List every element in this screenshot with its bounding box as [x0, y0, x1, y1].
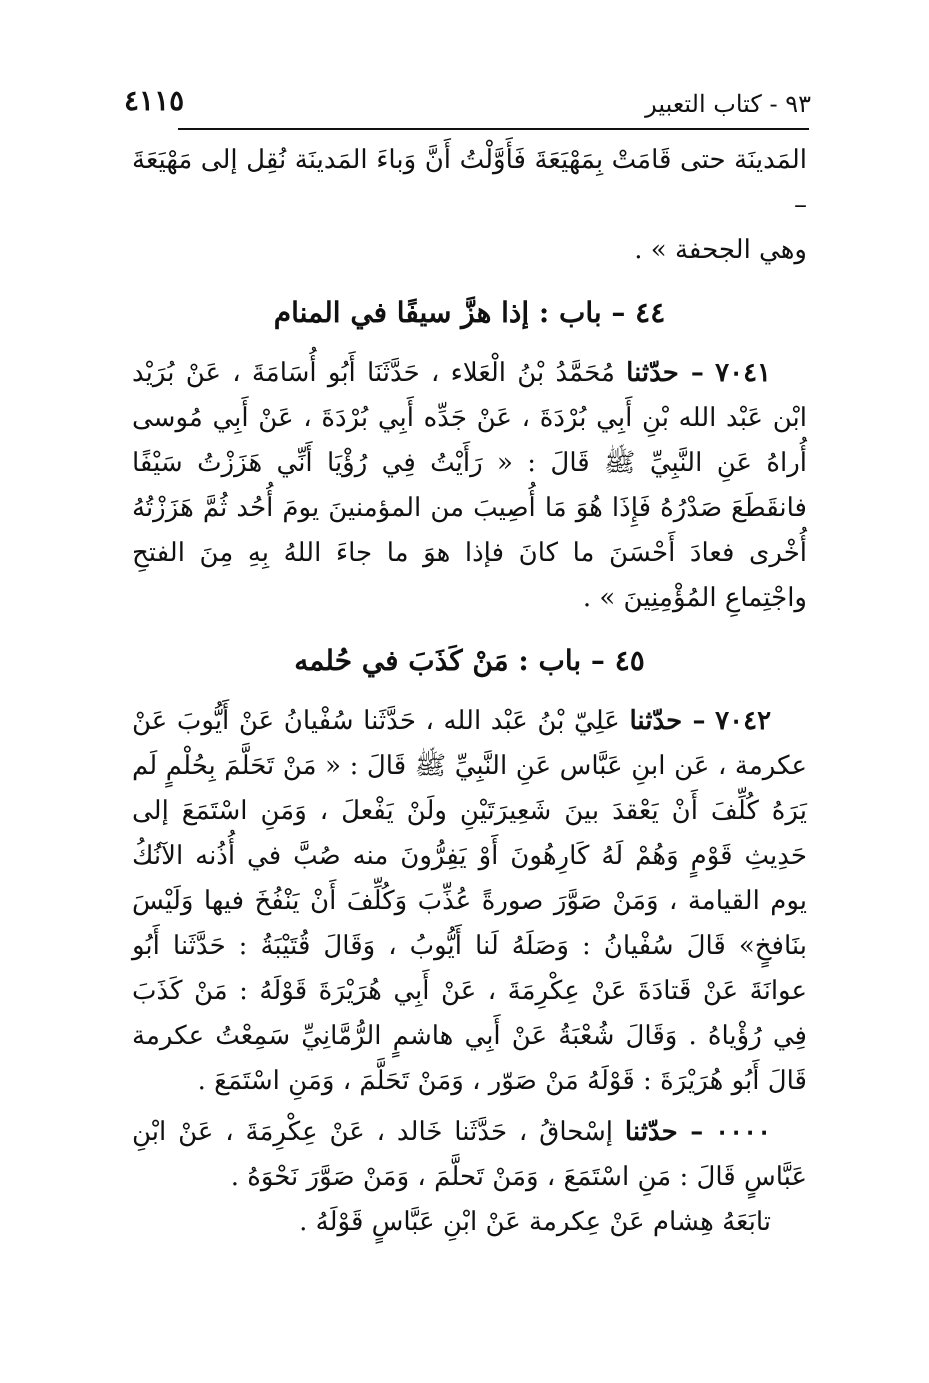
page-number: ٤١١٥ [124, 84, 185, 117]
running-header [120, 84, 811, 124]
hadith-lead: – حدّثنا [626, 358, 704, 388]
follow-up-note: تابَعَهُ هِشام عَنْ عِكرمة عَنْ ابْنِ عَبَّاسٍ قَوْلَهُ . [299, 1207, 771, 1237]
section-45-heading: ٤٥ – باب : مَنْ كَذَبَ في حُلمه [294, 644, 645, 677]
hadith-text: عَلِيّ بْنُ عَبْد الله ، حَدَّثَنا سُفْيانُ عَنْ أَيُّوبَ عَنْ عكرمة ، عَن ابنِ عَبَّاس عَنِ النَّبِيِّ ﷺ قَالَ : « مَنْ تَحَلَّمَ بِحُلْمٍ لَم يَرَهُ كُلِّفَ أَنْ يَعْقدَ بينَ شَعِيرَتَيْنِ ولَنْ يَفْعلَ ، وَمَنِ اسْتَمَعَ إلى حَدِيثِ قَوْمٍ وَهُمْ لَهُ كَارِهُونَ أَوْ يَفِرُّونَ منه صُبَّ في أُذُنه الآنُكُ يوم القيامة ، وَمَنْ صَوَّرَ صورةً عُذِّبَ وَكُلِّفَ أَنْ يَنْفُخَ فيها وَلَيْسَ بنَافخٍ» قَالَ سُفْيانُ : وَصَلَهُ لَنا أَيُّوبُ ، وَقَالَ قُتَيْبَةُ : حَدَّثَنا أَبُو عوانَةَ عَنْ قَتادَةَ عَنْ عِكْرِمَةَ ، عَنْ أَبِي هُرَيْرَةَ قَوْلَهُ : مَنْ كَذَبَ فِي رُؤْياهُ . وَقَالَ شُعْبَةُ عَنْ أَبِي هاشمٍ الرُّمَّانِيِّ سَمِعْتُ عكرمة قَالَ أَبُو هُرَيْرَةَ : قَوْلَهُ مَنْ صَوّر ، وَمَنْ تَحَلَّمَ ، وَمَنِ اسْتَمَعَ . [132, 706, 807, 1096]
hadith-0000 [132, 1110, 807, 1200]
continuation-line-1: المَدينَة حتى قَامَتْ بِمَهْيَعَةَ فَأَوَّلْتُ أَنَّ وَباءَ المَدينَة نُقِل إلى مَهْيَعَةَ – [132, 145, 807, 220]
hadith-lead: – حدّثنا [624, 1117, 704, 1147]
hadith-text: مُحَمَّدُ بْنُ الْعَلاء ، حَدَّثَنَا أَبُو أُسَامَةَ ، عَنْ بُرَيْد ابْن عَبْد الله بْنِ أَبِي بُرْدَةَ ، عَنْ جَدِّه أَبِي بُرْدَةَ ، عَنْ أَبِي مُوسى أُراهُ عَنِ النَّبِيِّ ﷺ قَالَ : « رَأَيْتُ فِي رُؤْيَا أَنِّي هَزَزْتُ سَيْفًا فانقَطَعَ صَدْرُهُ فَإِذَا هُوَ مَا أُصِيبَ من المؤمنينَ يومَ أُحُد ثُمَّ هَزَزْتُهُ أُخْرى فعادَ أَحْسَنَ ما كانَ فإذا هوَ ما جاءَ اللهُ بِهِ مِنَ الفتحِ واجْتِماعِ المُؤْمِنِينَ » . [132, 358, 807, 613]
hadith-number: ٧٠٤١ [715, 358, 771, 388]
section-44-heading: ٤٤ – باب : إذا هزَّ سيفًا في المنام [273, 296, 666, 329]
continuation-line-2: وهي الجحفة » . [634, 235, 807, 265]
hadith-7041 [132, 351, 807, 621]
hadith-number: ٧٠٤٢ [715, 706, 772, 736]
header-rule [178, 128, 809, 130]
hadith-text: إسْحاقُ ، حَدَّثَنا خَالد ، عَنْ عِكْرِمَةَ ، عَنْ ابْنِ عَبَّاسٍ قَالَ : مَنِ اسْتَمَعَ ، وَمَنْ تَحلَّمَ ، وَمَنْ صَوَّرَ نَحْوَهُ . [132, 1117, 807, 1192]
hadith-7042 [132, 699, 807, 1104]
body-text [132, 138, 807, 1245]
chapter-title: ٩٣ - كتاب التعبير [645, 90, 811, 118]
hadith-number: ٠٠٠٠ [715, 1117, 772, 1147]
hadith-lead: – حدّثنا [629, 706, 706, 736]
